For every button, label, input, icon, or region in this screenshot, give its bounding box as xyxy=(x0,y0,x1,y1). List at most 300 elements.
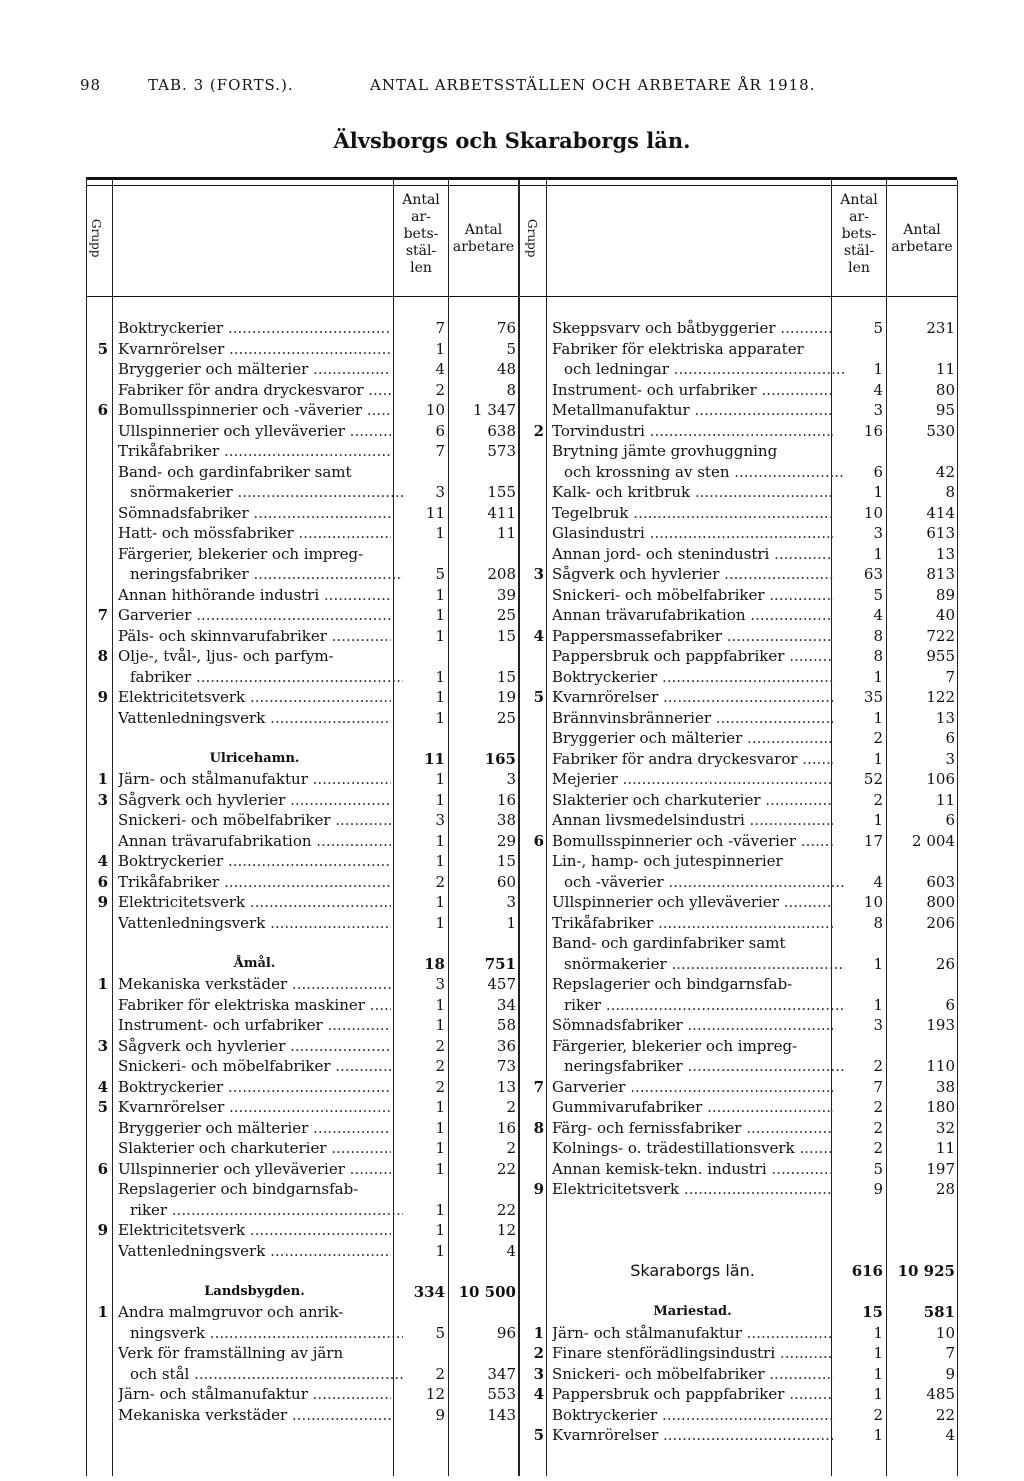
workers-count: 800 xyxy=(926,893,955,911)
workers-count: 457 xyxy=(487,975,516,993)
industry-name: Hatt- och mössfabriker ..... xyxy=(118,523,391,543)
workplaces-count: 1 xyxy=(435,626,445,645)
workplaces-count: 1 xyxy=(435,585,445,604)
workplaces-count: 2 xyxy=(435,872,445,891)
workplaces-count: 6 xyxy=(873,462,883,481)
industry-name: Andra malmgruvor och anrik- xyxy=(118,1303,344,1321)
industry-name: Annan livsmedelsindustri ..... xyxy=(552,810,833,830)
industry-name: Annan trävarufabrikation ..... xyxy=(552,605,833,625)
workers-count: 15 xyxy=(496,667,516,686)
group-code: 4 xyxy=(533,626,544,645)
page-number: 98 xyxy=(80,76,102,94)
workers-count: 10 xyxy=(935,1323,955,1342)
group-code: 5 xyxy=(533,688,544,706)
industry-name: Instrument- och urfabriker ..... xyxy=(118,1015,391,1035)
workers-count: 1 xyxy=(506,913,516,932)
workplaces-count: 1 xyxy=(873,708,883,727)
workers-count: 3 xyxy=(506,893,516,911)
group-code: 4 xyxy=(533,1385,544,1403)
workers-count: 12 xyxy=(496,1221,516,1239)
workplaces-count: 1 xyxy=(435,770,445,788)
workplaces-count: 616 xyxy=(851,1262,883,1280)
group-code: 5 xyxy=(97,339,108,358)
industry-name: Sågverk och hyvlerier ..... xyxy=(118,790,391,810)
industry-name: Elektricitetsverk ..... xyxy=(118,892,391,912)
workplaces-count: 2 xyxy=(873,1139,883,1157)
workplaces-count: 9 xyxy=(435,1405,445,1424)
industry-name: Boktryckerier ..... xyxy=(118,318,391,338)
workers-count: 11 xyxy=(935,360,955,378)
workers-count: 15 xyxy=(496,852,516,870)
workers-count: 73 xyxy=(496,1057,516,1075)
workplaces-count: 15 xyxy=(862,1303,883,1321)
workplaces-count: 1 xyxy=(873,360,883,378)
industry-name: snörmakerier ..... xyxy=(118,482,403,502)
workplaces-count: 1 xyxy=(435,893,445,911)
industry-name: Päls- och skinnvarufabriker ..... xyxy=(118,626,391,646)
industry-name: Elektricitetsverk ..... xyxy=(118,687,391,707)
workplaces-count: 1 xyxy=(873,1364,883,1383)
workers-count: 6 xyxy=(945,811,955,829)
industry-name: neringsfabriker ..... xyxy=(552,1056,845,1076)
industry-name: Fabriker för andra dryckesvaror ..... xyxy=(552,749,833,769)
workers-count: 165 xyxy=(484,749,516,768)
page-header xyxy=(80,76,940,100)
workers-count: 180 xyxy=(926,1098,955,1116)
industry-name: snörmakerier ..... xyxy=(552,954,845,974)
industry-name: Fabriker för elektriska maskiner ..... xyxy=(118,995,391,1015)
industry-name: Snickeri- och möbelfabriker ..... xyxy=(118,1056,391,1076)
workers-count: 4 xyxy=(945,1426,955,1444)
industry-name: Repslagerier och bindgarnsfab- xyxy=(552,975,793,993)
industry-name: Järn- och stålmanufaktur ..... xyxy=(552,1323,833,1343)
group-code: 5 xyxy=(97,1098,108,1116)
workplaces-count: 1 xyxy=(873,1344,883,1362)
workers-count: 197 xyxy=(926,1159,955,1178)
workers-count: 96 xyxy=(496,1323,516,1342)
group-code: 8 xyxy=(97,647,108,665)
workplaces-count: 4 xyxy=(873,380,883,399)
workers-count: 122 xyxy=(926,688,955,706)
workers-count: 485 xyxy=(926,1385,955,1403)
group-code: 9 xyxy=(97,893,108,911)
group-code: 7 xyxy=(97,606,108,624)
stallen-header: Antal ar- bets- stäl- len xyxy=(840,192,878,276)
group-code: 3 xyxy=(533,565,544,583)
workers-count: 60 xyxy=(496,872,516,891)
industry-name: Annan trävarufabrikation ..... xyxy=(118,831,391,851)
workers-count: 6 xyxy=(945,729,955,747)
industry-name: Pappersbruk och pappfabriker ..... xyxy=(552,646,833,666)
arbetare-header: Antal arbetare xyxy=(452,222,515,255)
group-code: 6 xyxy=(97,1159,108,1178)
workplaces-count: 3 xyxy=(435,483,445,501)
workplaces-count: 5 xyxy=(873,319,883,337)
industry-name: Garverier ..... xyxy=(118,605,391,625)
group-code: 3 xyxy=(533,1364,544,1383)
industry-name: Bryggerier och mälterier ..... xyxy=(552,728,833,748)
workers-count: 26 xyxy=(935,954,955,973)
workplaces-count: 8 xyxy=(873,647,883,665)
workplaces-count: 11 xyxy=(424,749,445,768)
group-code: 8 xyxy=(533,1118,544,1137)
workers-count: 38 xyxy=(496,811,516,829)
workers-count: 28 xyxy=(935,1180,955,1198)
workplaces-count: 6 xyxy=(435,421,445,440)
workers-count: 48 xyxy=(496,360,516,378)
industry-name: Färg- och fernissfabriker ..... xyxy=(552,1118,833,1138)
industry-name: Sågverk och hyvlerier ..... xyxy=(552,564,833,584)
workplaces-count: 3 xyxy=(435,975,445,993)
table-top-rule-thin xyxy=(86,185,957,186)
workplaces-count: 334 xyxy=(413,1282,445,1301)
workplaces-count: 1 xyxy=(435,913,445,932)
workplaces-count: 5 xyxy=(873,1159,883,1178)
workplaces-count: 4 xyxy=(435,360,445,378)
stallen-header: Antal ar- bets- stäl- len xyxy=(402,192,440,276)
workplaces-count: 3 xyxy=(873,401,883,419)
industry-name: Band- och gardinfabriker samt xyxy=(552,934,786,952)
industry-name: Vattenledningsverk ..... xyxy=(118,708,391,728)
workplaces-count: 63 xyxy=(863,565,883,583)
workers-count: 39 xyxy=(496,585,516,604)
workers-count: 9 xyxy=(945,1364,955,1383)
industry-name: Snickeri- och möbelfabriker ..... xyxy=(118,810,391,830)
workers-count: 58 xyxy=(496,1016,516,1034)
industry-name: Tegelbruk ..... xyxy=(552,503,833,523)
header-bottom-rule xyxy=(86,296,957,297)
workplaces-count: 1 xyxy=(873,1323,883,1342)
workers-count: 3 xyxy=(945,749,955,768)
column-divider xyxy=(886,180,887,1476)
workplaces-count: 1 xyxy=(435,339,445,358)
industry-name: Bomullsspinnerier och -väverier ..... xyxy=(552,831,833,851)
industry-name: Vattenledningsverk ..... xyxy=(118,913,391,933)
workers-count: 2 xyxy=(506,1139,516,1157)
workers-count: 7 xyxy=(945,667,955,686)
workers-count: 638 xyxy=(487,421,516,440)
workplaces-count: 16 xyxy=(863,421,883,440)
industry-name: Järn- och stålmanufaktur ..... xyxy=(118,1384,391,1404)
workers-count: 95 xyxy=(935,401,955,419)
group-code: 1 xyxy=(97,770,108,788)
industry-name: Finare stenförädlingsindustri ..... xyxy=(552,1343,833,1363)
workers-count: 76 xyxy=(496,319,516,337)
industry-name: Landsbygden. xyxy=(204,1283,305,1299)
group-code: 6 xyxy=(97,872,108,891)
table-top-rule xyxy=(86,177,957,180)
workplaces-count: 1 xyxy=(873,811,883,829)
workers-count: 143 xyxy=(487,1405,516,1424)
industry-name: Sömnadsfabriker ..... xyxy=(118,503,391,523)
workplaces-count: 1 xyxy=(873,749,883,768)
workers-count: 89 xyxy=(935,585,955,604)
workers-count: 2 004 xyxy=(912,831,955,850)
workers-count: 8 xyxy=(945,483,955,501)
industry-name: Bryggerier och mälterier ..... xyxy=(118,1118,391,1138)
workplaces-count: 1 xyxy=(873,954,883,973)
arbetare-header: Antal arbetare xyxy=(891,222,953,255)
workplaces-count: 1 xyxy=(435,1139,445,1157)
workers-count: 10 500 xyxy=(458,1282,516,1301)
workers-count: 13 xyxy=(496,1077,516,1096)
workers-count: 411 xyxy=(487,503,516,522)
industry-name: Metallmanufaktur ..... xyxy=(552,400,833,420)
workplaces-count: 4 xyxy=(873,872,883,891)
workplaces-count: 1 xyxy=(435,1118,445,1137)
group-code: 9 xyxy=(97,1221,108,1239)
industry-name: Trikåfabriker ..... xyxy=(552,913,833,933)
workers-count: 15 xyxy=(496,626,516,645)
industry-name: Brännvinsbrännerier ..... xyxy=(552,708,833,728)
workers-count: 22 xyxy=(935,1405,955,1424)
workplaces-count: 1 xyxy=(435,667,445,686)
industry-name: Brytning jämte grovhuggning xyxy=(552,442,778,460)
industry-name: Annan jord- och stenindustri ..... xyxy=(552,544,833,564)
workers-count: 603 xyxy=(926,872,955,891)
workers-count: 6 xyxy=(945,995,955,1014)
page-title: ANTAL ARBETSSTÄLLEN OCH ARBETARE ÅR 1918. xyxy=(370,76,816,94)
workers-count: 4 xyxy=(506,1241,516,1260)
group-code: 3 xyxy=(97,1036,108,1055)
workplaces-count: 1 xyxy=(435,1221,445,1239)
workplaces-count: 17 xyxy=(863,831,883,850)
workers-count: 13 xyxy=(935,544,955,563)
industry-name: Elektricitetsverk ..... xyxy=(118,1220,391,1240)
industry-name: Glasindustri ..... xyxy=(552,523,833,543)
industry-name: Färgerier, blekerier och impreg- xyxy=(552,1036,798,1055)
workplaces-count: 9 xyxy=(873,1180,883,1198)
industry-name: Torvindustri ..... xyxy=(552,421,833,441)
workers-count: 11 xyxy=(935,1139,955,1157)
workplaces-count: 2 xyxy=(435,1364,445,1383)
workers-count: 40 xyxy=(935,606,955,624)
workplaces-count: 2 xyxy=(873,1057,883,1075)
workers-count: 955 xyxy=(926,647,955,665)
workplaces-count: 2 xyxy=(873,1118,883,1137)
workplaces-count: 1 xyxy=(873,1426,883,1444)
workplaces-count: 1 xyxy=(435,606,445,624)
workplaces-count: 35 xyxy=(863,688,883,706)
workplaces-count: 18 xyxy=(424,954,445,973)
group-code: 2 xyxy=(533,1344,544,1362)
group-code: 4 xyxy=(97,852,108,870)
table-label: TAB. 3 (FORTS.). xyxy=(148,76,294,94)
workers-count: 751 xyxy=(484,954,516,973)
industry-name: Slakterier och charkuterier ..... xyxy=(552,790,833,810)
workers-count: 13 xyxy=(935,708,955,727)
workers-count: 155 xyxy=(487,483,516,501)
industry-name: Kvarnrörelser ..... xyxy=(552,687,833,707)
workplaces-count: 7 xyxy=(435,319,445,337)
workplaces-count: 2 xyxy=(873,1405,883,1424)
workplaces-count: 1 xyxy=(873,995,883,1014)
industry-name: Mekaniska verkstäder ..... xyxy=(118,1405,391,1425)
group-code: 2 xyxy=(533,421,544,440)
workers-count: 19 xyxy=(496,688,516,706)
workers-count: 813 xyxy=(926,565,955,583)
workplaces-count: 3 xyxy=(873,524,883,542)
workers-count: 11 xyxy=(496,524,516,542)
industry-name: Kvarnrörelser ..... xyxy=(552,1425,833,1445)
workplaces-count: 4 xyxy=(873,606,883,624)
workplaces-count: 1 xyxy=(873,483,883,501)
group-code: 6 xyxy=(97,401,108,419)
workers-count: 573 xyxy=(487,442,516,460)
workers-count: 22 xyxy=(496,1200,516,1219)
workers-count: 581 xyxy=(923,1303,955,1321)
industry-name: Pappersmassefabriker ..... xyxy=(552,626,833,646)
industry-name: Bryggerier och mälterier ..... xyxy=(118,359,391,379)
workplaces-count: 12 xyxy=(425,1385,445,1403)
workplaces-count: 2 xyxy=(435,1057,445,1075)
workplaces-count: 5 xyxy=(435,1323,445,1342)
industry-name: Fabriker för elektriska apparater xyxy=(552,339,804,358)
workplaces-count: 1 xyxy=(435,1098,445,1116)
workers-count: 80 xyxy=(935,380,955,399)
industry-name: Mejerier ..... xyxy=(552,769,833,789)
industry-name: och -väverier ..... xyxy=(552,872,845,892)
workplaces-count: 7 xyxy=(435,442,445,460)
workplaces-count: 1 xyxy=(435,524,445,542)
workplaces-count: 10 xyxy=(863,503,883,522)
workplaces-count: 1 xyxy=(435,1159,445,1178)
industry-name: och ledningar ..... xyxy=(552,359,845,379)
workplaces-count: 3 xyxy=(435,811,445,829)
industry-name: Mariestad. xyxy=(653,1304,732,1319)
column-divider xyxy=(957,180,958,1476)
workplaces-count: 5 xyxy=(435,565,445,583)
group-code: 1 xyxy=(97,1303,108,1321)
workers-count: 553 xyxy=(487,1385,516,1403)
industry-name: Mekaniska verkstäder ..... xyxy=(118,974,391,994)
workers-count: 231 xyxy=(926,319,955,337)
industry-name: Verk för framställning av järn xyxy=(118,1344,344,1362)
column-divider xyxy=(518,180,520,1476)
workplaces-count: 1 xyxy=(873,1385,883,1403)
workplaces-count: 2 xyxy=(873,729,883,747)
industry-name: och krossning av sten ..... xyxy=(552,462,845,482)
workplaces-count: 1 xyxy=(435,708,445,727)
workers-count: 32 xyxy=(935,1118,955,1137)
industry-name: Ulricehamn. xyxy=(209,750,300,766)
industry-name: Fabriker för andra dryckesvaror ..... xyxy=(118,380,391,400)
workers-count: 414 xyxy=(926,503,955,522)
group-code: 7 xyxy=(533,1077,544,1096)
workplaces-count: 1 xyxy=(435,1016,445,1034)
industry-name: Bomullsspinnerier och -väverier ..... xyxy=(118,400,391,420)
workplaces-count: 2 xyxy=(873,1098,883,1116)
workers-count: 2 xyxy=(506,1098,516,1116)
industry-name: Färgerier, blekerier och impreg- xyxy=(118,544,364,563)
workplaces-count: 7 xyxy=(873,1077,883,1096)
industry-name: Vattenledningsverk ..... xyxy=(118,1241,391,1261)
industry-name: Skaraborgs län. xyxy=(630,1261,755,1280)
workers-count: 530 xyxy=(926,421,955,440)
workers-count: 22 xyxy=(496,1159,516,1178)
industry-name: Kvarnrörelser ..... xyxy=(118,1097,391,1117)
group-code: 4 xyxy=(97,1077,108,1096)
workers-count: 1 347 xyxy=(473,401,516,419)
group-code: 6 xyxy=(533,831,544,850)
workers-count: 208 xyxy=(487,565,516,583)
industry-name: Kalk- och kritbruk ..... xyxy=(552,482,833,502)
industry-name: Snickeri- och möbelfabriker ..... xyxy=(552,585,833,605)
industry-name: Annan hithörande industri ..... xyxy=(118,585,391,605)
column-divider xyxy=(112,180,113,1476)
industry-name: ningsverk ..... xyxy=(118,1323,403,1343)
workers-count: 16 xyxy=(496,790,516,809)
industry-name: och stål ..... xyxy=(118,1364,403,1384)
workplaces-count: 2 xyxy=(435,1077,445,1096)
workers-count: 3 xyxy=(506,770,516,788)
workers-count: 5 xyxy=(506,339,516,358)
industry-name: Slakterier och charkuterier ..... xyxy=(118,1138,391,1158)
workers-count: 38 xyxy=(935,1077,955,1096)
industry-name: Järn- och stålmanufaktur ..... xyxy=(118,769,391,789)
industry-name: Olje-, tvål-, ljus- och parfym- xyxy=(118,647,334,665)
workers-count: 25 xyxy=(496,708,516,727)
industry-name: Garverier ..... xyxy=(552,1077,833,1097)
workers-count: 16 xyxy=(496,1118,516,1137)
industry-name: fabriker ..... xyxy=(118,667,403,687)
workers-count: 8 xyxy=(506,380,516,399)
industry-name: riker ..... xyxy=(552,995,845,1015)
industry-name: riker ..... xyxy=(118,1200,403,1220)
workers-count: 29 xyxy=(496,831,516,850)
industry-name: Trikåfabriker ..... xyxy=(118,441,391,461)
workplaces-count: 1 xyxy=(435,831,445,850)
workplaces-count: 10 xyxy=(863,893,883,911)
industry-name: Sågverk och hyvlerier ..... xyxy=(118,1036,391,1056)
workplaces-count: 2 xyxy=(435,1036,445,1055)
industry-name: Band- och gardinfabriker samt xyxy=(118,462,352,481)
industry-name: Ullspinnerier och ylleväverier ..... xyxy=(118,421,391,441)
workers-count: 613 xyxy=(926,524,955,542)
workplaces-count: 1 xyxy=(435,1200,445,1219)
industry-name: Kvarnrörelser ..... xyxy=(118,339,391,359)
workers-count: 110 xyxy=(926,1057,955,1075)
group-code: 5 xyxy=(533,1426,544,1444)
column-divider xyxy=(546,180,547,1476)
industry-name: Snickeri- och möbelfabriker ..... xyxy=(552,1364,833,1384)
workplaces-count: 52 xyxy=(863,770,883,788)
industry-name: Annan kemisk-tekn. industri ..... xyxy=(552,1159,833,1179)
workers-count: 347 xyxy=(487,1364,516,1383)
workplaces-count: 1 xyxy=(873,544,883,563)
workers-count: 206 xyxy=(926,913,955,932)
workplaces-count: 1 xyxy=(435,852,445,870)
workplaces-count: 1 xyxy=(435,790,445,809)
industry-name: Ullspinnerier och ylleväverier ..... xyxy=(118,1159,391,1179)
group-code: 3 xyxy=(97,790,108,809)
workplaces-count: 10 xyxy=(425,401,445,419)
industry-name: Gummivarufabriker ..... xyxy=(552,1097,833,1117)
workplaces-count: 11 xyxy=(425,503,445,522)
column-divider xyxy=(448,180,449,1476)
industry-name: neringsfabriker ..... xyxy=(118,564,403,584)
industry-name: Kolnings- o. trädestillationsverk ..... xyxy=(552,1138,833,1158)
industry-name: Ullspinnerier och ylleväverier ..... xyxy=(552,892,833,912)
region-title: Älvsborgs och Skaraborgs län. xyxy=(333,128,691,153)
workers-count: 11 xyxy=(935,790,955,809)
workplaces-count: 2 xyxy=(873,790,883,809)
workers-count: 25 xyxy=(496,606,516,624)
workplaces-count: 8 xyxy=(873,913,883,932)
workers-count: 7 xyxy=(945,1344,955,1362)
industry-name: Elektricitetsverk ..... xyxy=(552,1179,833,1199)
industry-name: Boktryckerier ..... xyxy=(552,1405,833,1425)
